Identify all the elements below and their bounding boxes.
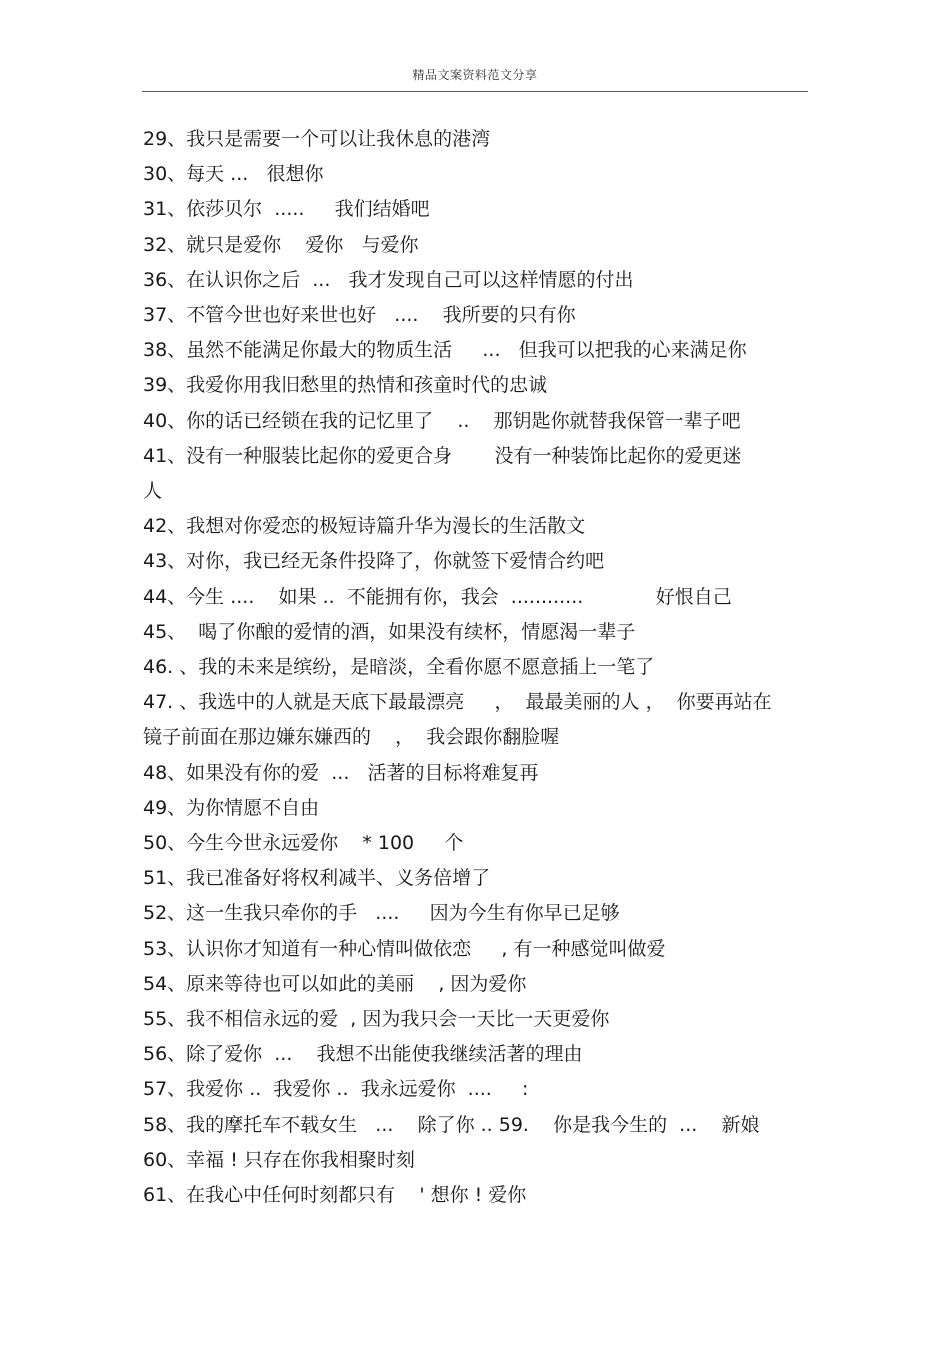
text-line: 42、我想对你爱恋的极短诗篇升华为漫长的生活散文: [143, 515, 586, 538]
text-line: 30、每天 ... 很想你: [143, 163, 324, 186]
text-line: 52、这一生我只牵你的手 .... 因为今生有你早已足够: [143, 902, 620, 925]
text-line: 32、就只是爱你 爱你 与爱你: [143, 233, 419, 256]
text-line: 47. 、我选中的人就是天底下最最漂亮 ， 最最美丽的人 ， 你要再站在: [143, 691, 772, 714]
text-line: 55、我不相信永远的爱 , 因为我只会一天比一天更爱你: [143, 1008, 610, 1031]
text-line: 46. 、我的未来是缤纷，是暗淡，全看你愿不愿意插上一笔了: [143, 656, 655, 679]
text-line: 48、如果没有你的爱 ... 活著的目标将难复再: [143, 761, 539, 784]
text-line: 44、今生 .... 如果 .. 不能拥有你，我会 ............ 好恨自己: [143, 585, 732, 608]
text-line: 54、原来等待也可以如此的美丽 , 因为爱你: [143, 972, 527, 995]
text-line: 57、我爱你 .. 我爱你 .. 我永远爱你 .... :: [143, 1078, 529, 1101]
text-line: 43、对你，我已经无条件投降了，你就签下爱情合约吧: [143, 550, 605, 573]
text-line: 37、不管今世也好来世也好 .... 我所要的只有你: [143, 304, 576, 327]
text-line: 60、幸福 ! 只存在你我相聚时刻: [143, 1148, 415, 1171]
text-line: 53、认识你才知道有一种心情叫做依恋 , 有一种感觉叫做爱: [143, 937, 666, 960]
text-line: 50、今生今世永远爱你 * 100 个: [143, 832, 464, 855]
text-line: 49、为你情愿不自由: [143, 796, 320, 819]
text-line: 29、我只是需要一个可以让我休息的港湾: [143, 128, 491, 150]
text-line: 41、没有一种服装比起你的爱更合身 没有一种装饰比起你的爱更迷: [143, 444, 742, 467]
header-divider: [142, 91, 808, 92]
page-header-title: 精品文案资料范文分享: [412, 68, 538, 82]
text-line: 51、我已准备好将权利减半、义务倍增了: [143, 867, 491, 890]
text-body: [143, 122, 808, 1213]
text-line: 39、我爱你用我旧愁里的热情和孩童时代的忠诚: [143, 374, 548, 397]
text-line: 58、我的摩托车不载女生 ... 除了你 .. 59. 你是我今生的 ... 新娘: [143, 1113, 760, 1136]
text-line: 56、除了爱你 ... 我想不出能使我继续活著的理由: [143, 1043, 583, 1066]
text-line: 镜子前面在那边嫌东嫌西的 ， 我会跟你翻脸喔: [143, 726, 560, 749]
text-line: 45、 喝了你酿的爱情的酒，如果没有续杯，情愿渴一辈子: [143, 620, 636, 643]
text-line: 36、在认识你之后 ... 我才发现自己可以这样情愿的付出: [143, 268, 634, 291]
text-line: 31、依莎贝尔 ..... 我们结婚吧: [143, 198, 430, 221]
text-line: 61、在我心中任何时刻都只有 ' 想你 ! 爱你: [143, 1184, 527, 1207]
text-line: 人: [143, 480, 163, 503]
text-line: 40、你的话已经锁在我的记忆里了 .. 那钥匙你就替我保管一辈子吧: [143, 409, 741, 432]
text-line: 38、虽然不能满足你最大的物质生活 ... 但我可以把我的心来满足你: [143, 339, 747, 362]
